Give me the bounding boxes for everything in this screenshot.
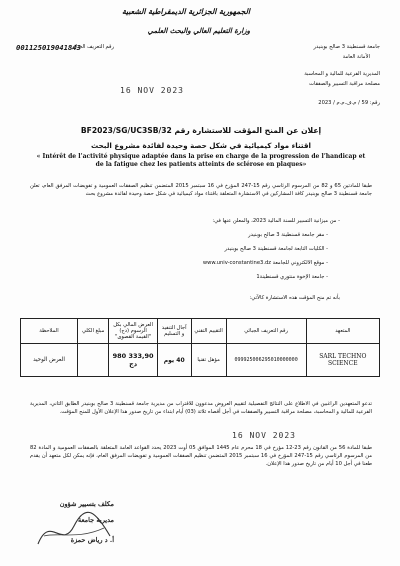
publication-item: - جامعة الإخوة منتوري قسنطينة1 — [256, 274, 328, 280]
reference-number: رقم: 59 / م.ف.م.م / 2023 — [318, 100, 380, 106]
university-name: جامعة قسنطينة 3 صالح بوبنيدر — [313, 44, 380, 50]
date-stamp-top: 16 NOV 2023 — [120, 86, 184, 95]
cell-offer: 980 333,90 دج — [109, 344, 157, 377]
result-intro: بأنه تم منح المؤقت هذه الاستشارة كالآتي: — [249, 295, 340, 301]
tax-id-value: 001125019041843 — [16, 43, 81, 52]
tax-id-label: رقم التعريف الجبائي — [70, 44, 114, 50]
service-label: مصلحة مراقبة التسيير والصفقات — [309, 81, 380, 87]
announcement-title: إعلان عن المنح المؤقت للاستشارة رقم BF2023/SG/UC3SB/32 — [80, 126, 322, 135]
directorate-label: المديرية الفرعية للمالية و المحاسبة — [304, 71, 380, 77]
header-technical: التقييم التقني — [191, 319, 226, 344]
signatory-title: مكلف بتسيير شؤون — [59, 500, 114, 508]
header-offer: العرض المالي بكل الرسوم (دج) "القيمة القصوى" — [109, 319, 157, 344]
publication-item: - مقر جامعة قسنطينة 3 صالح بوبنيدر — [248, 232, 328, 238]
cell-score — [77, 344, 108, 377]
cell-technical: مؤهل تقنيا — [191, 344, 226, 377]
cell-note: العرض الوحيد — [21, 344, 78, 377]
cell-supplier: SARL TECHNO SCIENCE — [306, 344, 379, 377]
header-tax-id: رقم التعريف الجبائي — [226, 319, 306, 344]
publication-intro: - من ميزانية التسيير للسنة المالية 2023، والمعلن عنها في: — [212, 218, 340, 224]
publication-item: - الكليات التابعة لجامعة قسنطينة 3 صالح بوبنيدر — [224, 246, 328, 252]
table-header-row — [21, 319, 380, 344]
publication-item: - موقع الالكتروني للجامعة www.univ-constantine3.dz — [202, 260, 328, 266]
date-stamp-bottom: 16 NOV 2023 — [232, 431, 296, 440]
header-score: مبلغ الكلي — [77, 319, 108, 344]
results-consultation-paragraph: تدعو المتعهدين الراغبين في الاطلاع على النتائج التفصيلية لتقييم العروض مدعوون للاقتراب من مديرية جامعة قسنطينة 3 صالح بوبنيدر الطابق الثاني، المديرية الفرعية للمالية و المحاسبة، مصلحة مراقبة التسيير والصفقات في أجل أقصاه ثلاثة (03) أيام ابتداء من تاريخ صدور هذا الإعلان الأول للمنح المؤقت. — [30, 401, 372, 416]
intro-paragraph: طبقا للمادتين 65 و 82 من المرسوم الرئاسي رقم 15-247 المؤرخ في 16 سبتمبر 2015 المتضمن تنظيم الصفقات العمومية و تفويضات المرفق العام، تعلن جامعة قسنطينة 3 صالح بوبنيدر كافة المشاركين في الاستشارة المتعلقة باقتناء مواد كيميائية في شكل حصة وحيدة لفائدة مشروع بحث — [30, 183, 372, 198]
cell-tax-id: 099925006295010000000 — [226, 344, 306, 377]
signature-block — [14, 496, 114, 558]
table-row — [21, 344, 380, 377]
ministry-heading: وزارة التعليم العالي والبحث العلمي — [147, 26, 250, 35]
results-table — [20, 318, 380, 377]
announcement-subject: اقتناء مواد كيميائية في شكل حصة وحيدة لفائدة مشروع البحث — [91, 141, 311, 150]
header-delay: آجال التنفيذ و التسليم — [157, 319, 191, 344]
appeal-paragraph: طبقا للمادة 56 من القانون رقم 23-12 مؤرخ في 18 محرم عام 1445 الموافق 05 أوت 2023 يحدد القواعد العامة المتعلقة بالصفقات العمومية و المادة 82 من المرسوم الرئاسي رقم 15-247 المؤرخ في 16 سبتمبر 2015 المتضمن تنظيم الصفقات العمومية و تفويضات المرفق العام، فإنه يمكن لكل متعهد أن يقدم طعنا في أجل 10 أيام من تاريخ صدور هذا الإعلان. — [30, 445, 373, 468]
signatory-subtitle: مديرية جامعة — [78, 516, 114, 524]
secretariat-label: الأمانة العامة — [342, 54, 370, 60]
cell-delay: 40 يوم — [157, 344, 191, 377]
handwritten-signature-icon — [34, 506, 114, 554]
header-note: الملاحظة — [21, 319, 78, 344]
header-supplier: المتعهد — [306, 319, 379, 344]
republic-heading: الجمهورية الجزائرية الديمقراطية الشعبية — [121, 7, 250, 16]
signatory-name: أ. د رياض حمزة — [70, 536, 114, 544]
research-project-title: « Intérêt de l’activité physique adaptée dans la prise en charge de la progression de l’handicap et de la fatigue chez les patients atteints de sclérose en plaques» — [36, 153, 366, 168]
